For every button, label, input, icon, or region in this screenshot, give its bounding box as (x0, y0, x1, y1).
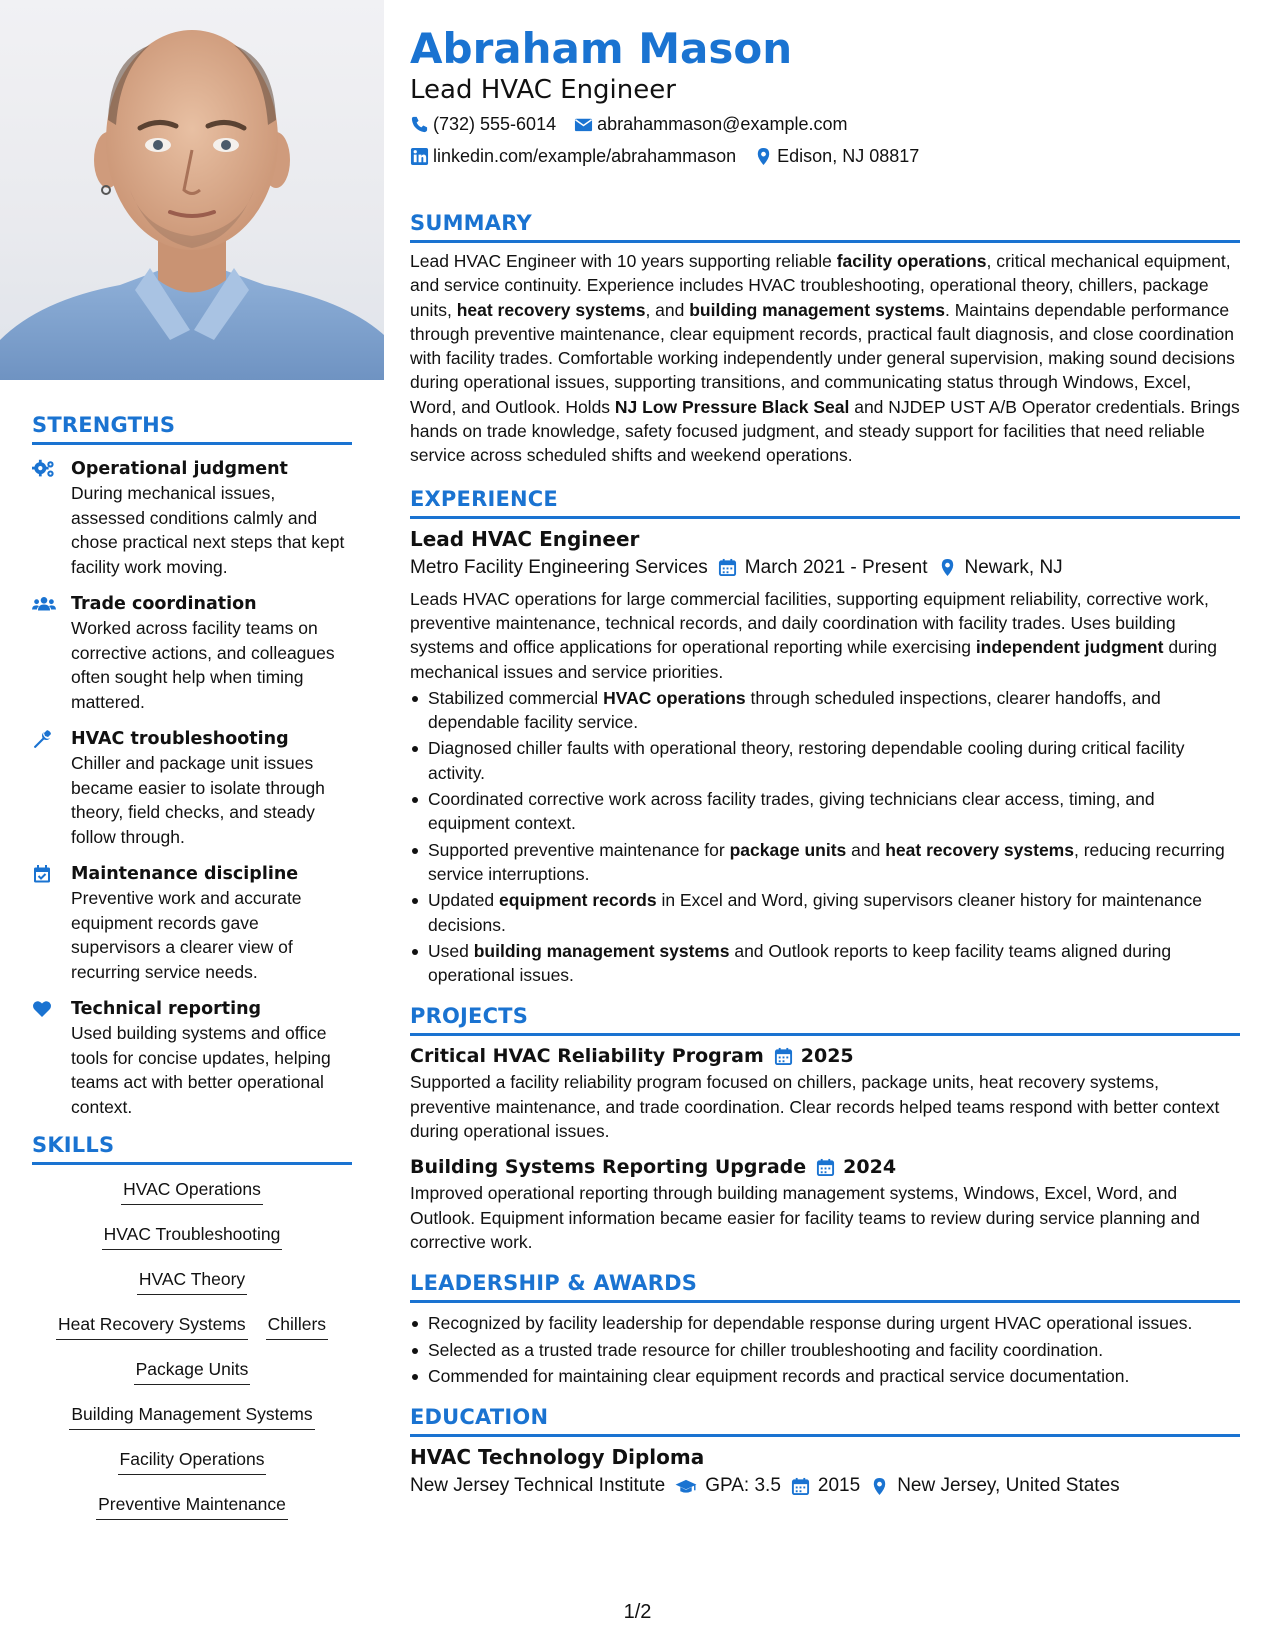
skill-tag: Building Management Systems (69, 1402, 314, 1430)
strength-item (32, 592, 352, 714)
project-item (410, 1153, 1240, 1254)
strength-title: HVAC troubleshooting (71, 729, 289, 749)
job-bullet: Diagnosed chiller faults with operational theory, restoring dependable cooling during critical facility activity. (410, 736, 1240, 785)
candidate-role: Lead HVAC Engineer (410, 75, 676, 105)
summary-text: Lead HVAC Engineer with 10 years supporting reliable facility operations, critical mechanical equipment, and service continuity. Experience includes HVAC troubleshooting, operational theory, chillers, package units, heat recovery systems, and building management systems. Maintains dependable performance through preventive maintenance, clear equipment records, practical fault diagnosis, and close coordination with facility trades. Comfortable working independently under general supervision, making sound decisions during operational issues, supporting transitions, and communicating status through Windows, Excel, Word, and Outlook. Holds NJ Low Pressure Black Seal and NJDEP UST A/B Operator credentials. Brings hands on trade knowledge, safety focused judgment, and steady support for facilities that need reliable service across scheduled shifts and weekend operations. (410, 251, 1240, 466)
left-sidebar (0, 0, 384, 1650)
school-name: New Jersey Technical Institute (410, 1475, 666, 1497)
skill-row (32, 1312, 352, 1357)
strength-description: Worked across facility teams on corrective actions, and colleagues often sought help when timing mattered. (71, 618, 335, 712)
calendar-icon (774, 1047, 793, 1066)
skills-list (32, 1177, 352, 1537)
leadership-bullet: Commended for maintaining clear equipment records and practical service documentation. (410, 1364, 1240, 1388)
left-content (32, 412, 352, 1537)
strength-description: During mechanical issues, assessed conditions calmly and chose practical next steps that kept facility work moving. (71, 483, 345, 577)
job-bullet: Supported preventive maintenance for package units and heat recovery systems, reducing recurring service interruptions. (410, 838, 1240, 887)
skills-section (32, 1132, 352, 1537)
project-header (410, 1153, 1240, 1181)
skill-row (32, 1492, 352, 1537)
project-year (774, 1042, 854, 1070)
gpa-text: GPA: 3.5 (705, 1475, 781, 1497)
project-header (410, 1042, 1240, 1070)
job-bullet: Coordinated corrective work across facility trades, giving technicians clear access, timing, and equipment context. (410, 787, 1240, 836)
skills-heading: SKILLS (32, 1132, 352, 1165)
graduation-cap-icon (675, 1477, 697, 1496)
strength-item (32, 457, 352, 579)
calendar-icon (816, 1158, 835, 1177)
contact-line-1 (410, 110, 1240, 138)
project-description: Supported a facility reliability program focused on chillers, package units, heat recovery systems, preventive maintenance, and trade coordination. Clear records helped teams respond with better context during operational issues. (410, 1072, 1220, 1142)
users-icon (32, 594, 56, 614)
skill-tag: Package Units (134, 1357, 251, 1385)
page-number: 1/2 (623, 1601, 652, 1623)
summary-heading: SUMMARY (410, 210, 1240, 243)
strengths-heading: STRENGTHS (32, 412, 352, 445)
skill-tag: Preventive Maintenance (96, 1492, 288, 1520)
experience-section (410, 486, 1240, 988)
job-location (938, 553, 1063, 583)
education-location (870, 1471, 1119, 1501)
strength-description: Preventive work and accurate equipment records gave supervisors a clearer view of recurring service needs. (71, 888, 302, 982)
leadership-section (410, 1270, 1240, 1388)
skill-row (32, 1447, 352, 1492)
email-text: abrahammason@example.com (597, 114, 848, 134)
strength-item (32, 862, 352, 984)
projects-heading: PROJECTS (410, 1003, 1240, 1036)
calendar-icon (718, 558, 737, 577)
skill-row (32, 1402, 352, 1447)
skill-tag: Chillers (266, 1312, 328, 1340)
job-bullet: Updated equipment records in Excel and Word, giving supervisors cleaner history for maintenance decisions. (410, 888, 1240, 937)
linkedin-icon (410, 147, 429, 166)
skill-tag: HVAC Operations (121, 1177, 263, 1205)
strength-title: Operational judgment (71, 459, 288, 479)
job-bullet: Stabilized commercial HVAC operations through scheduled inspections, clearer handoffs, and dependable facility service. (410, 686, 1240, 735)
skill-tag: Facility Operations (118, 1447, 267, 1475)
phone-icon (410, 115, 429, 134)
summary-section (410, 210, 1240, 468)
projects-list (410, 1042, 1240, 1254)
project-year-text: 2025 (800, 1045, 854, 1068)
phone-contact[interactable] (410, 110, 556, 138)
project-year-text: 2024 (843, 1156, 897, 1179)
strength-item (32, 727, 352, 849)
strength-title: Maintenance discipline (71, 864, 299, 884)
leadership-heading: LEADERSHIP & AWARDS (410, 1270, 1240, 1303)
location-contact (754, 142, 919, 170)
main-content (410, 22, 1240, 1501)
calendar-icon (791, 1477, 810, 1496)
strength-title: Technical reporting (71, 999, 262, 1019)
skill-tag: Heat Recovery Systems (56, 1312, 248, 1340)
project-description: Improved operational reporting through building management systems, Windows, Excel, Word, and Outlook. Equipment information became easier for facility teams to review during service planning and corrective work. (410, 1183, 1200, 1252)
job-intro: Leads HVAC operations for large commercial facilities, supporting equipment reliability, corrective work, preventive maintenance, technical records, and daily coordination with facility trades. Uses building systems and office applications for operational reporting while exercising independent judgment during mechanical issues and service priorities. (410, 588, 1217, 682)
gpa (675, 1471, 781, 1501)
linkedin-text: linkedin.com/example/abrahammason (433, 146, 737, 166)
company-name: Metro Facility Engineering Services (410, 556, 708, 578)
leadership-bullet: Recognized by facility leadership for dependable response during urgent HVAC operational issues. (410, 1311, 1240, 1335)
education-section (410, 1404, 1240, 1501)
skill-row (32, 1222, 352, 1267)
portrait-illustration (0, 0, 384, 380)
skill-row (32, 1357, 352, 1402)
education-heading: EDUCATION (410, 1404, 1240, 1437)
leadership-bullets (410, 1311, 1240, 1388)
strength-description: Chiller and package unit issues became easier to isolate through theory, field checks, and steady follow through. (71, 753, 325, 847)
job-title: Lead HVAC Engineer (410, 526, 640, 551)
graduation-year-text: 2015 (817, 1475, 861, 1497)
leadership-bullet: Selected as a trusted trade resource for chiller troubleshooting and facility coordination. (410, 1338, 1240, 1362)
project-name: Building Systems Reporting Upgrade (410, 1156, 807, 1179)
projects-section (410, 1003, 1240, 1254)
job-dates-text: March 2021 - Present (744, 556, 928, 578)
strength-item (32, 997, 352, 1119)
skill-row (32, 1177, 352, 1222)
envelope-icon (574, 115, 593, 134)
location-text: Edison, NJ 08817 (777, 146, 920, 166)
linkedin-contact[interactable] (410, 142, 736, 170)
project-year (816, 1153, 896, 1181)
map-pin-icon (870, 1477, 889, 1496)
phone-text: (732) 555-6014 (433, 114, 557, 134)
map-pin-icon (938, 558, 957, 577)
skill-tag: HVAC Theory (137, 1267, 247, 1295)
education-location-text: New Jersey, United States (897, 1475, 1120, 1497)
strength-description: Used building systems and office tools for concise updates, helping teams act with better operational context. (71, 1023, 331, 1117)
wrench-icon (32, 729, 56, 749)
contact-line-2 (410, 142, 1240, 170)
strengths-list (32, 457, 352, 1119)
job-location-text: Newark, NJ (964, 556, 1063, 578)
email-contact[interactable] (574, 110, 847, 138)
gears-icon (32, 459, 56, 479)
calendar-check-icon (32, 864, 56, 884)
profile-photo (0, 0, 384, 380)
project-name: Critical HVAC Reliability Program (410, 1045, 764, 1068)
skill-tag: HVAC Troubleshooting (102, 1222, 283, 1250)
job-bullets (410, 686, 1240, 988)
heart-icon (32, 999, 56, 1019)
candidate-name: Abraham Mason (410, 24, 793, 73)
graduation-year (791, 1471, 860, 1501)
degree-title: HVAC Technology Diploma (410, 1445, 705, 1470)
project-item (410, 1042, 1240, 1143)
experience-heading: EXPERIENCE (410, 486, 1240, 519)
job-meta (410, 553, 1240, 583)
education-meta (410, 1471, 1240, 1501)
strength-title: Trade coordination (71, 594, 257, 614)
map-pin-icon (754, 147, 773, 166)
job-dates (718, 553, 928, 583)
job-bullet: Used building management systems and Outlook reports to keep facility teams aligned during operational issues. (410, 939, 1240, 988)
skill-row (32, 1267, 352, 1312)
